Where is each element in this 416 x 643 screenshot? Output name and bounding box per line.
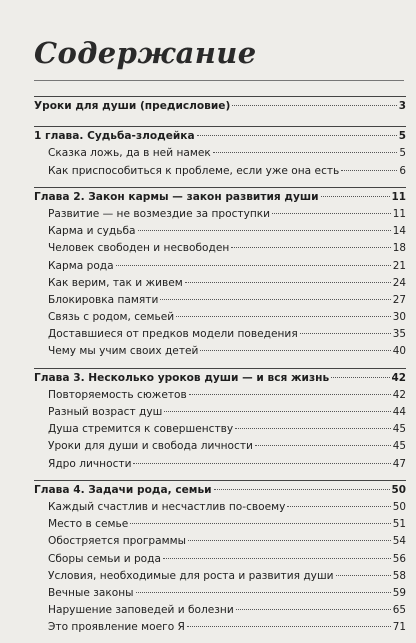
dot-leader bbox=[200, 350, 390, 351]
dot-leader bbox=[116, 265, 391, 266]
toc-subentry bbox=[34, 421, 406, 438]
toc-chapter-entry bbox=[34, 370, 406, 387]
toc-subentry bbox=[34, 145, 406, 162]
toc-subentry bbox=[34, 387, 406, 404]
dot-leader bbox=[197, 135, 397, 136]
toc-entry-label: Разный возраст душ bbox=[48, 406, 163, 418]
toc-entry-label: Вечные законы bbox=[48, 586, 134, 599]
dot-leader bbox=[255, 445, 391, 446]
toc-subentry bbox=[34, 619, 406, 636]
toc-page-number: 71 bbox=[392, 621, 406, 634]
toc-page-number: 21 bbox=[392, 259, 406, 272]
page-title: Содержание bbox=[34, 36, 257, 70]
title-divider bbox=[34, 80, 404, 81]
toc-entry-label: Глава 3. Несколько уроков души — и вся жизнь bbox=[34, 371, 330, 384]
dot-leader bbox=[236, 609, 391, 610]
toc-subentry bbox=[34, 499, 406, 516]
toc-page-number: 65 bbox=[392, 604, 406, 617]
toc-subentry bbox=[34, 223, 406, 240]
toc-subentry bbox=[34, 602, 406, 619]
toc-page-number: 14 bbox=[392, 225, 406, 238]
toc-entry-label: Каждый счастлив и несчастлив по-своему bbox=[48, 500, 286, 513]
toc-subentry bbox=[34, 206, 406, 223]
toc-entry-label: Это проявление моего Я bbox=[48, 621, 185, 634]
toc-entry-label: Условия, необходимые для роста и развития души bbox=[48, 569, 334, 582]
toc-entry-label: Карма и судьба bbox=[48, 225, 136, 238]
dot-leader bbox=[321, 196, 390, 197]
toc-chapter-entry bbox=[34, 98, 406, 115]
toc-section bbox=[34, 368, 406, 473]
toc-subentry bbox=[34, 585, 406, 602]
toc-entry-label: Обостряется программы bbox=[48, 535, 186, 548]
toc-subentry bbox=[34, 292, 406, 309]
toc-subentry bbox=[34, 533, 406, 550]
toc-page-number: 44 bbox=[392, 406, 406, 418]
toc-page-number: 27 bbox=[392, 293, 406, 306]
toc-section bbox=[34, 126, 406, 180]
toc-page-number: 11 bbox=[392, 207, 406, 220]
dot-leader bbox=[300, 333, 391, 334]
toc-subentry bbox=[34, 326, 406, 343]
toc-entry-label: Повторяемость сюжетов bbox=[48, 388, 187, 401]
toc-chapter-entry bbox=[34, 128, 406, 145]
toc-page-number: 50 bbox=[392, 500, 406, 513]
toc-entry-label: Связь с родом, семьей bbox=[48, 311, 175, 324]
toc-page-number: 47 bbox=[392, 457, 406, 470]
toc-page-number: 5 bbox=[398, 130, 406, 143]
toc-entry-label: Сказка ложь, да в ней намек bbox=[48, 147, 211, 160]
dot-leader bbox=[163, 558, 391, 559]
toc-subentry bbox=[34, 568, 406, 585]
toc-subentry bbox=[34, 309, 406, 326]
toc-entry-label: Глава 4. Задачи рода, семьи bbox=[34, 483, 212, 496]
toc-page-number: 6 bbox=[399, 164, 406, 177]
dot-leader bbox=[331, 377, 389, 378]
toc-page-number: 42 bbox=[391, 371, 406, 384]
dot-leader bbox=[231, 247, 390, 248]
toc-chapter-entry bbox=[34, 482, 406, 499]
toc-entry-label: Уроки для души (предисловие) bbox=[34, 100, 231, 112]
toc-page-number: 3 bbox=[398, 100, 406, 112]
toc-subentry bbox=[34, 438, 406, 455]
toc-page-number: 35 bbox=[392, 328, 406, 341]
toc-page-number: 30 bbox=[392, 311, 406, 324]
toc-entry-label: Как верим, так и живем bbox=[48, 276, 183, 289]
toc-subentry bbox=[34, 404, 406, 421]
toc-entry-label: Сборы семьи и рода bbox=[48, 552, 161, 565]
toc-page-number: 24 bbox=[392, 276, 406, 289]
toc-page-number: 18 bbox=[392, 242, 406, 255]
toc-entry-label: Душа стремится к совершенству bbox=[48, 423, 234, 436]
dot-leader bbox=[133, 463, 390, 464]
dot-leader bbox=[336, 575, 391, 576]
toc-page-number: 45 bbox=[392, 423, 406, 436]
dot-leader bbox=[213, 152, 398, 153]
toc-entry-label: Человек свободен и несвободен bbox=[48, 242, 230, 255]
toc-subentry bbox=[34, 275, 406, 292]
toc-entry-label: Нарушение заповедей и болезни bbox=[48, 604, 234, 617]
toc-page-number: 59 bbox=[392, 586, 406, 599]
toc-page-number: 5 bbox=[399, 147, 406, 160]
toc-page-number: 40 bbox=[392, 345, 406, 358]
toc-subentry bbox=[34, 258, 406, 275]
dot-leader bbox=[130, 523, 391, 524]
toc-entry-label: Как приспособиться к проблеме, если уже она есть bbox=[48, 164, 340, 177]
dot-leader bbox=[185, 282, 391, 283]
toc-page-number: 50 bbox=[391, 483, 406, 496]
dot-leader bbox=[232, 105, 396, 106]
toc-entry-label: Ядро личности bbox=[48, 457, 132, 470]
toc-subentry bbox=[34, 456, 406, 473]
dot-leader bbox=[189, 394, 391, 395]
toc-page-number: 54 bbox=[392, 535, 406, 548]
dot-leader bbox=[188, 540, 391, 541]
dot-leader bbox=[235, 428, 391, 429]
toc-chapter-entry bbox=[34, 189, 406, 206]
toc-page-number: 45 bbox=[392, 440, 406, 453]
dot-leader bbox=[214, 489, 390, 490]
toc-entry-label: 1 глава. Судьба-злодейка bbox=[34, 130, 195, 143]
toc-entry-label: Развитие — не возмездие за проступки bbox=[48, 207, 271, 220]
dot-leader bbox=[272, 213, 391, 214]
toc-entry-label: Место в семье bbox=[48, 518, 129, 531]
toc-page-number: 51 bbox=[392, 518, 406, 531]
toc-subentry bbox=[34, 516, 406, 533]
toc-entry-label: Карма рода bbox=[48, 259, 114, 272]
dot-leader bbox=[287, 506, 390, 507]
toc-subentry bbox=[34, 343, 406, 360]
dot-leader bbox=[164, 411, 390, 412]
toc-page-number: 42 bbox=[392, 388, 406, 401]
toc-entry-label: Блокировка памяти bbox=[48, 293, 159, 306]
toc-subentry bbox=[34, 240, 406, 257]
toc-section bbox=[34, 96, 406, 115]
toc-entry-label: Чему мы учим своих детей bbox=[48, 345, 199, 358]
toc-page-number: 56 bbox=[392, 552, 406, 565]
table-of-contents bbox=[34, 96, 406, 643]
toc-entry-label: Уроки для души и свобода личности bbox=[48, 440, 253, 453]
dot-leader bbox=[160, 299, 390, 300]
dot-leader bbox=[187, 626, 391, 627]
toc-subentry bbox=[34, 551, 406, 568]
toc-section bbox=[34, 187, 406, 361]
toc-section bbox=[34, 480, 406, 637]
toc-page-number: 11 bbox=[391, 190, 406, 203]
toc-subentry bbox=[34, 163, 406, 180]
toc-page-number: 58 bbox=[392, 569, 406, 582]
toc-entry-label: Глава 2. Закон кармы — закон развития души bbox=[34, 190, 319, 203]
dot-leader bbox=[136, 592, 391, 593]
dot-leader bbox=[138, 230, 391, 231]
toc-entry-label: Доставшиеся от предков модели поведения bbox=[48, 328, 298, 341]
dot-leader bbox=[176, 316, 391, 317]
dot-leader bbox=[341, 170, 397, 171]
